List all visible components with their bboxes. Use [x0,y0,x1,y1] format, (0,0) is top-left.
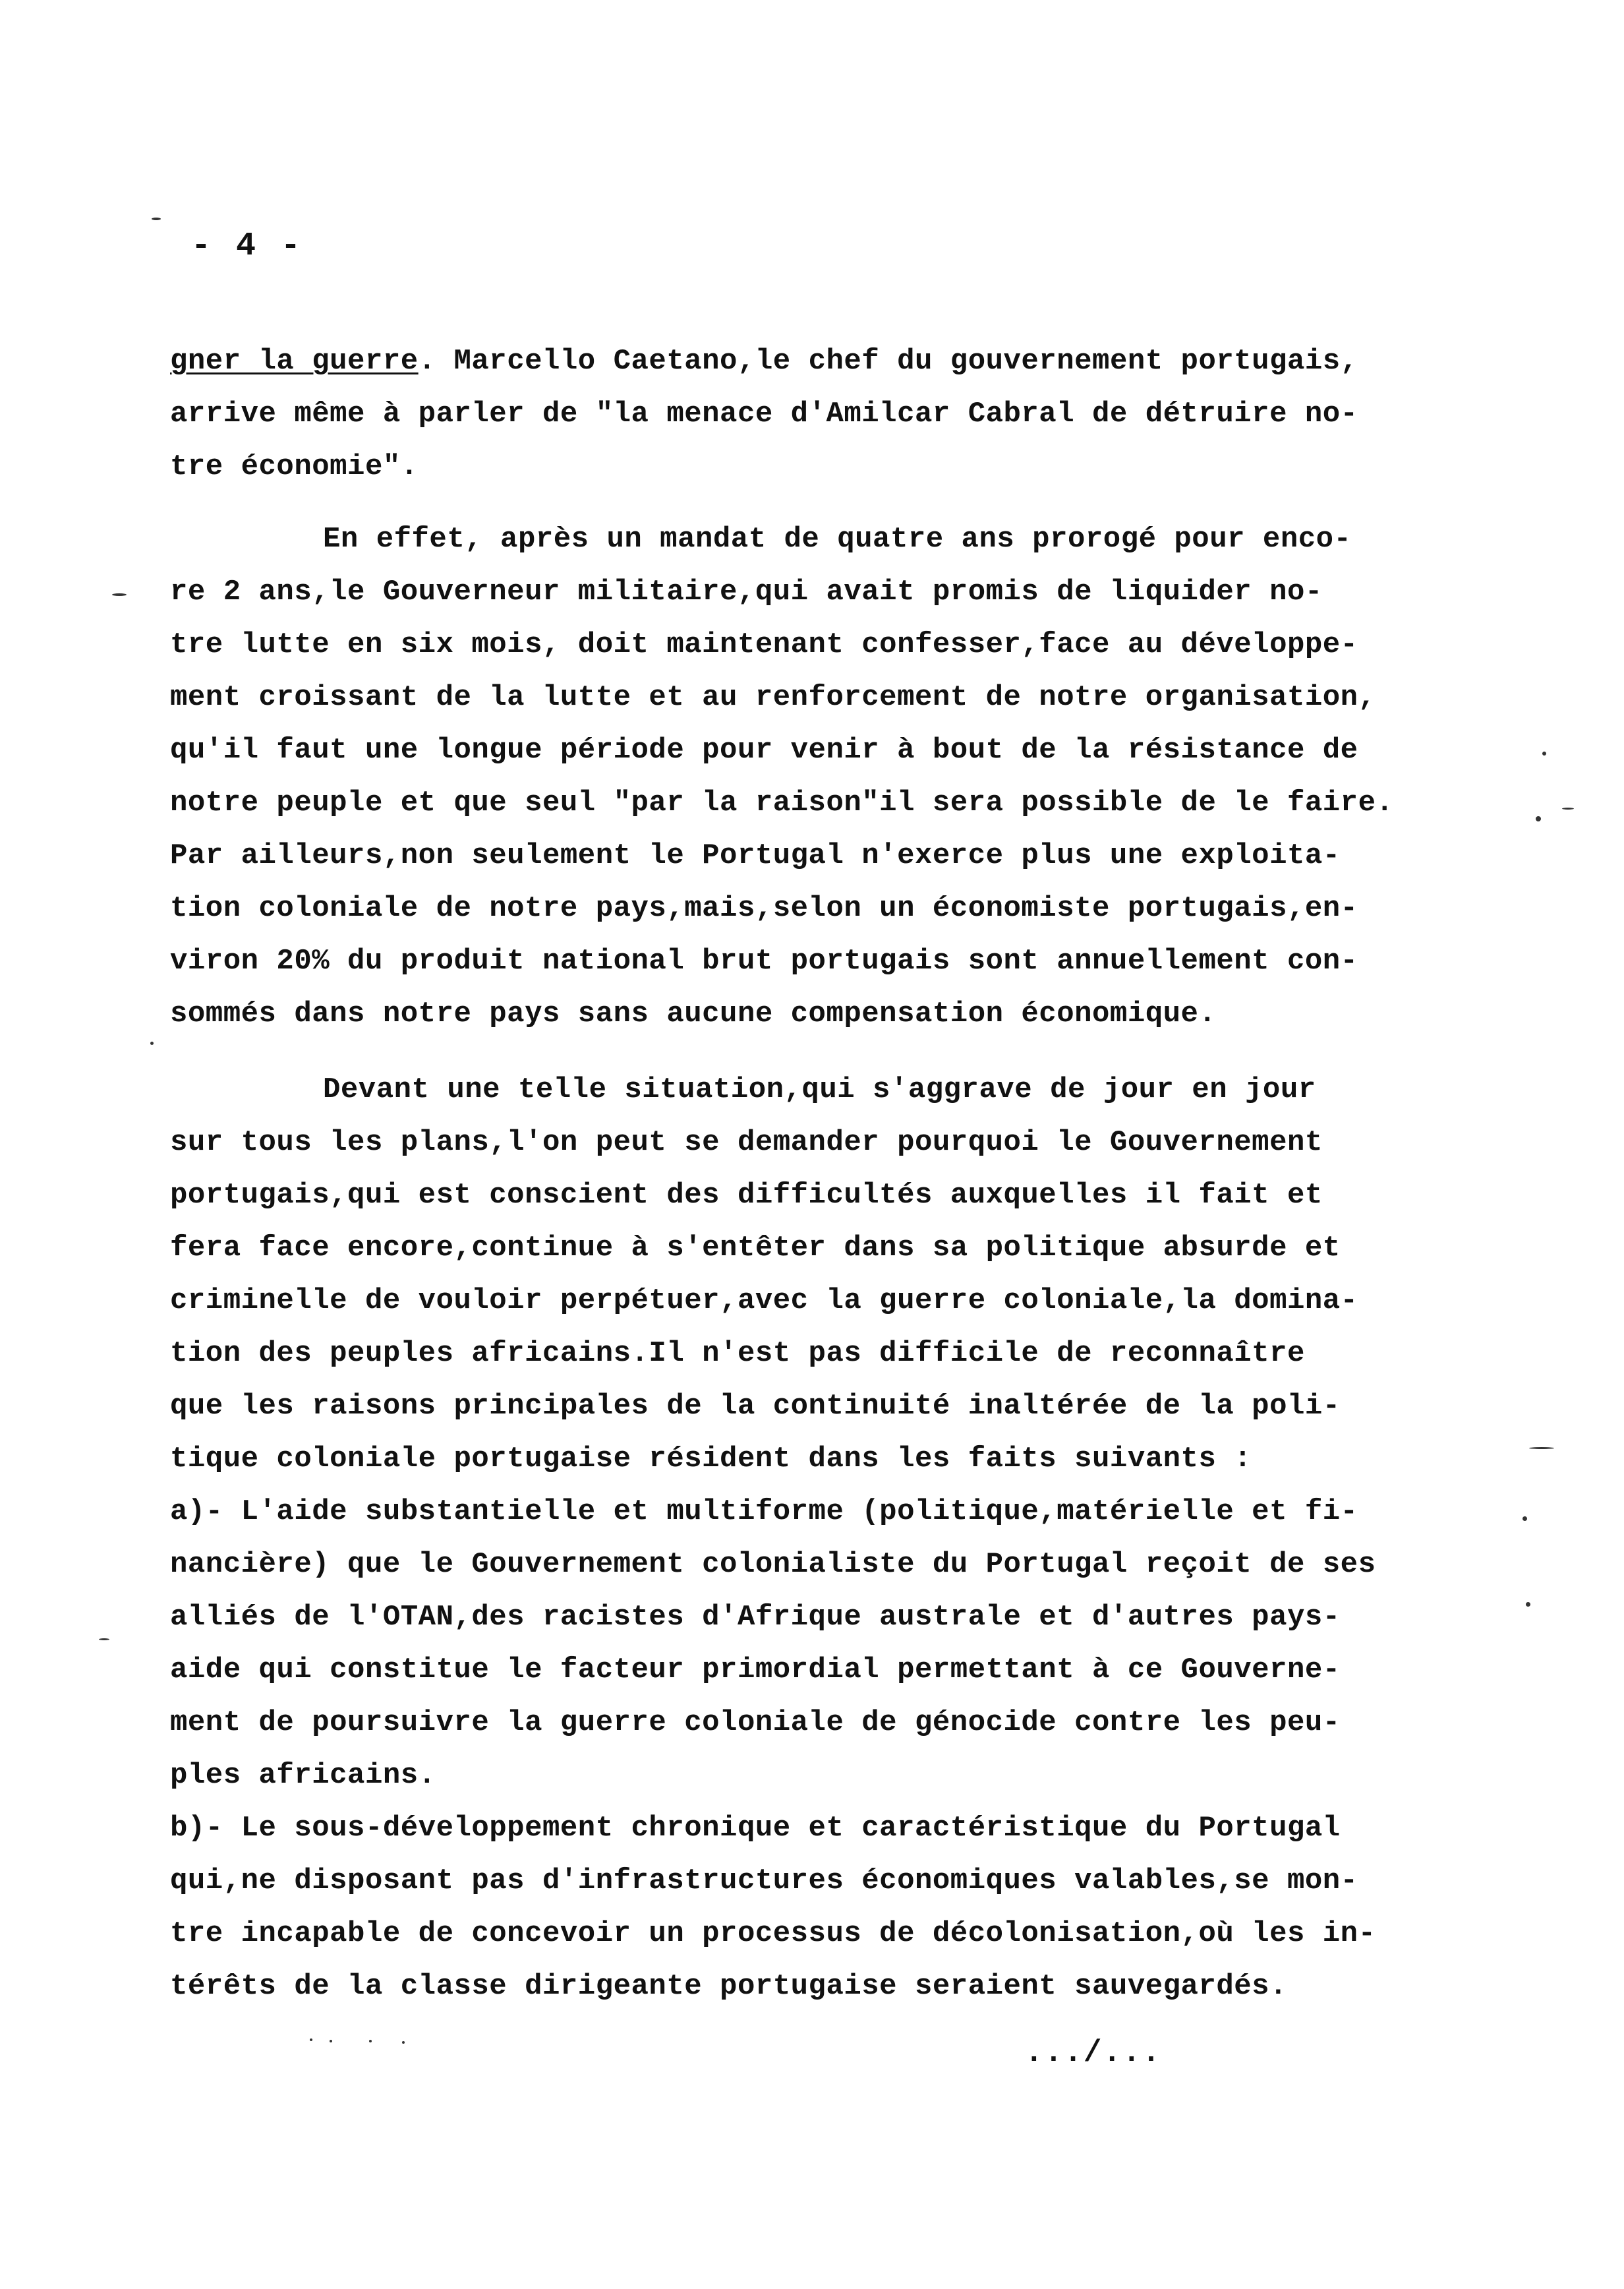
text-line: térêts de la classe dirigeante portugaise seraient sauvegardés. [170,1970,1287,2003]
text-line: tre lutte en six mois, doit maintenant confesser,face au développe- [170,628,1358,661]
text-line: ples africains. [170,1759,436,1792]
scan-speck [1542,752,1546,756]
text-line: arrive même à parler de "la menace d'Amilcar Cabral de détruire no- [170,398,1358,431]
text-line: portugais,qui est conscient des difficultés auxquelles il fait et [170,1179,1323,1212]
text-line: nancière) que le Gouvernement colonialiste du Portugal reçoit de ses [170,1548,1376,1581]
text-line: re 2 ans,le Gouverneur militaire,qui avait promis de liquider no- [170,576,1323,609]
text-line: fera face encore,continue à s'entêter dans sa politique absurde et [170,1232,1341,1264]
text-line: tion des peuples africains.Il n'est pas difficile de reconnaître [170,1337,1305,1370]
scan-speck [112,593,127,596]
text-line: criminelle de vouloir perpétuer,avec la guerre coloniale,la domina- [170,1284,1358,1317]
text-line: que les raisons principales de la continuité inaltérée de la poli- [170,1390,1341,1423]
text-line: aide qui constitue le facteur primordial permettant à ce Gouverne- [170,1653,1341,1686]
text-line: tre incapable de concevoir un processus de décolonisation,où les in- [170,1917,1376,1950]
scan-speck [150,1042,154,1045]
scan-speck [330,2040,332,2042]
underlined-phrase: gner la guerre [170,345,419,378]
text-line: sur tous les plans,l'on peut se demander pourquoi le Gouvernement [170,1126,1323,1159]
text-line: sommés dans notre pays sans aucune compensation économique. [170,997,1217,1030]
text-line: alliés de l'OTAN,des racistes d'Afrique australe et d'autres pays- [170,1601,1341,1634]
text-line: ment de poursuivre la guerre coloniale de génocide contre les peu- [170,1706,1341,1739]
line-rest: . Marcello Caetano,le chef du gouvernement portugais, [418,345,1358,378]
text-line: Devant une telle situation,qui s'aggrave de jour en jour [323,1073,1316,1106]
scan-speck [1529,1447,1554,1449]
text-line: a)- L'aide substantielle et multiforme (politique,matérielle et fi- [170,1495,1358,1528]
text-line: viron 20% du produit national brut portugais sont annuellement con- [170,945,1358,978]
scan-speck [152,218,161,220]
text-line: b)- Le sous-développement chronique et caractéristique du Portugal [170,1812,1341,1845]
text-line: notre peuple et que seul "par la raison"il sera possible de le faire. [170,787,1394,819]
text-line: tre économie". [170,450,419,483]
scan-speck [1562,808,1574,810]
scan-speck [1526,1602,1530,1607]
text-line: qu'il faut une longue période pour venir à bout de la résistance de [170,734,1358,767]
text-line: En effet, après un mandat de quatre ans prorogé pour enco- [323,523,1352,556]
text-line: tique coloniale portugaise résident dans les faits suivants : [170,1442,1252,1475]
scan-speck [99,1638,109,1640]
scan-speck [310,2038,312,2041]
continuation-mark: .../... [1025,2036,1162,2070]
text-line [170,343,1358,380]
page-number: - 4 - [191,227,304,265]
scan-speck [1536,816,1541,821]
scan-speck [402,2041,405,2044]
scan-speck [369,2040,372,2042]
text-line: tion coloniale de notre pays,mais,selon un économiste portugais,en- [170,892,1358,925]
scan-speck [1522,1516,1527,1521]
text-line: qui,ne disposant pas d'infrastructures économiques valables,se mon- [170,1864,1358,1897]
text-line: Par ailleurs,non seulement le Portugal n'exerce plus une exploita- [170,839,1341,872]
text-line: ment croissant de la lutte et au renforcement de notre organisation, [170,681,1376,714]
